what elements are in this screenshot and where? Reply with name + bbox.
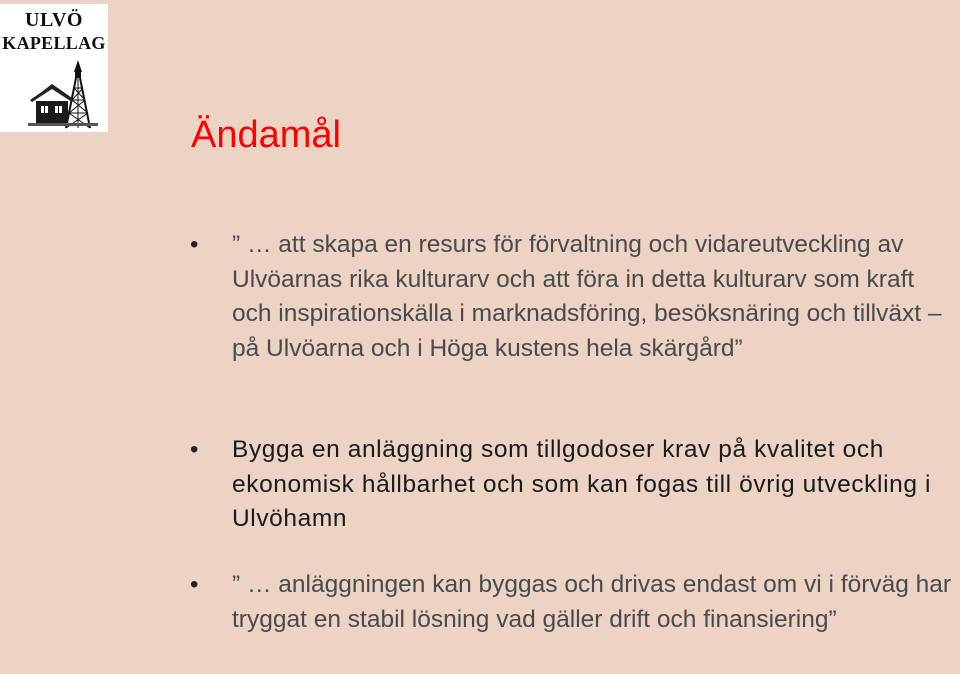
bullet-text: Bygga en anläggning som tillgodoser krav på kvalitet och ekonomisk hållbarhet och som kan fogas till övrig utveckling i Ulvöhamn (232, 436, 932, 532)
bullet-text: ” … anläggningen kan byggas och drivas endast om vi i förväg har tryggat en stabil lösning vad gäller drift och finansiering” (232, 571, 952, 633)
bullet-point-icon: • (190, 436, 199, 463)
bullet-text: ” … att skapa en resurs för förvaltning och vidareutveckling av Ulvöarnas rika kulturarv och att föra in detta kulturarv som kraft och inspirationskälla i marknadsföring, besöksnäring och tillväxt – på Ulvöarna och i Höga kustens hela skärgård” (232, 231, 942, 362)
logo-line-2: KAPELLAG (2, 33, 106, 53)
ulvo-kapellag-logo (0, 4, 108, 132)
slide-title: Ändamål (191, 114, 341, 156)
logo-line-1: ULVÖ (25, 9, 83, 31)
bullet-point-icon: • (190, 571, 199, 598)
bell-tower-and-chapel-icon (28, 58, 104, 130)
bullet-point-icon: • (190, 231, 199, 258)
